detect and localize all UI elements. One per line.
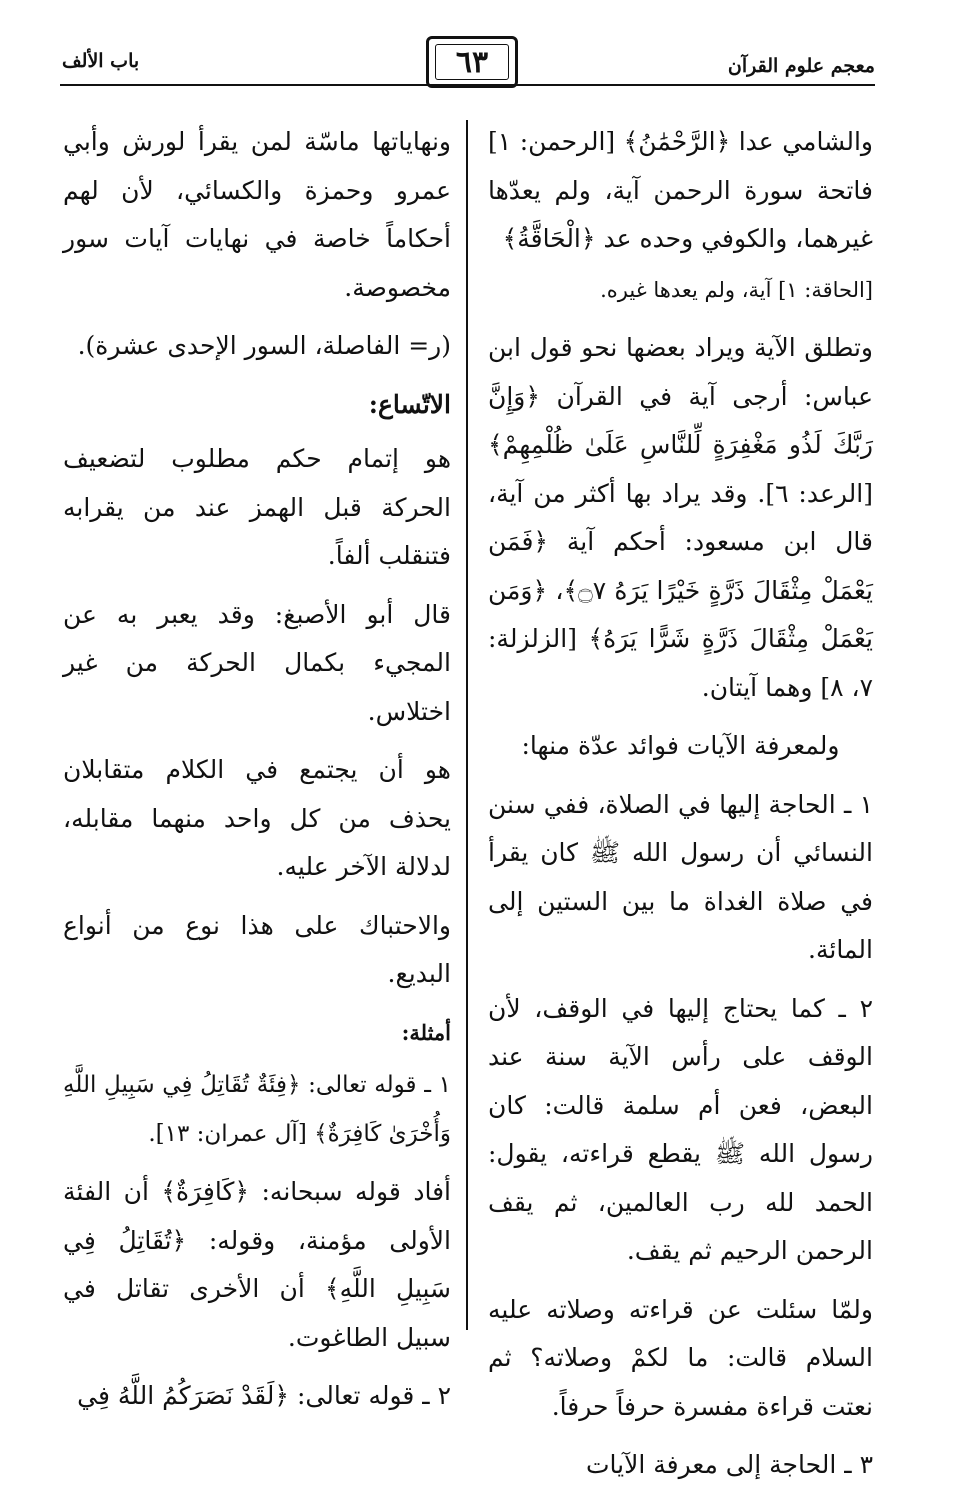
section-intro: ولمعرفة الآيات فوائد عدّة منها: xyxy=(521,731,840,760)
paragraph: والشامي عدا ﴿الرَّحْمَٰنُ﴾ [الرحمن: ١] فاتحة سورة الرحمن آية، ولم يعدّها غيرهما، والكوفي وحده عد ﴿الْحَاقَّةُ﴾ xyxy=(488,127,873,253)
numbered-point: ٣ ـ الحاجة إلى معرفة الآيات xyxy=(586,1450,873,1479)
chapter-title: باب الألف xyxy=(62,50,140,72)
example-item: ١ ـ قوله تعالى: ﴿فِئَةٌ تُقَاتِلُ فِي سَبِيلِ اللَّهِ وَأُخْرَىٰ كَافِرَةٌ﴾ [آل عمران: ١٣]. xyxy=(63,1072,451,1147)
examples-heading: أمثلة: xyxy=(401,1019,451,1045)
cross-reference: (ر= الفاصلة، السور الإحدى عشرة). xyxy=(77,331,451,360)
paragraph: ونهاياتها ماسّة لمن يقرأ لورش وأبي عمرو وحمزة والكسائي، لأن لهم أحكاماً خاصة في نهايات آيات سور مخصوصة. xyxy=(63,127,451,302)
entry-heading: الاتّساع: xyxy=(368,389,451,419)
left-column xyxy=(63,118,451,1431)
example-item: ٢ ـ قوله تعالى: ﴿لَقَدْ نَصَرَكُمُ اللَّهُ فِي xyxy=(77,1381,451,1410)
definition: هو إتمام حكم مطلوب لتضعيف الحركة قبل الهمز عند من يقرابه فتنقلب ألفاً. xyxy=(63,444,451,570)
book-title: معجم علوم القرآن xyxy=(727,55,875,77)
quote: قال أبو الأصبغ: وقد يعبر به عن المجيء بكمال الحركة من غير اختلاس. xyxy=(63,599,451,726)
header-rule xyxy=(60,84,875,86)
paragraph: والاحتباك على هذا نوع من أنواع البديع. xyxy=(63,910,451,988)
page-number-frame xyxy=(426,36,518,88)
paragraph: أفاد قوله سبحانه: ﴿كَافِرَةٌ﴾ أن الفئة الأولى مؤمنة، وقوله: ﴿تُقَاتِلُ فِي سَبِيلِ اللَّهِ﴾ أن الأخرى تقاتل في سبيل الطاغوت. xyxy=(63,1177,451,1352)
paragraph: وتطلق الآية ويراد بعضها نحو قول ابن عباس: أرجى آية في القرآن ﴿وَإِنَّ رَبَّكَ لَذُو مَغْفِرَةٍ لِّلنَّاسِ عَلَىٰ ظُلْمِهِمْ﴾ [الرعد: ٦]. وقد يراد بها أكثر من آية، قال ابن مسعود: أحكم آية ﴿فَمَن يَعْمَلْ مِثْقَالَ ذَرَّةٍ خَيْرًا يَرَهُ ۝٧﴾، ﴿وَمَن يَعْمَلْ مِثْقَالَ ذَرَّةٍ شَرًّا يَرَهُ﴾ [الزلزلة: ٧، ٨] وهما آيتان. xyxy=(488,333,873,702)
page-number: ٦٣ xyxy=(455,44,489,80)
citation-line: [الحاقة: ١] آية، ولم يعدها غيره. xyxy=(600,277,873,302)
numbered-point: ١ ـ الحاجة إليها في الصلاة، ففي سنن النسائي أن رسول الله ﷺ كان يقرأ في صلاة الغداة ما بين الستين إلى المائة. xyxy=(488,789,873,964)
definition: هو أن يجتمع في الكلام متقابلان يحذف من كل واحد منهما مقابله، لدلالة الآخر عليه. xyxy=(63,755,451,881)
paragraph: ولمّا سئلت عن قراءته وصلاته عليه السلام قالت: ما لكمْ وصلاته؟ ثم نعتت قراءة مفسرة حرفاً حرفاً. xyxy=(488,1294,873,1421)
right-column xyxy=(488,118,873,1500)
numbered-point: ٢ ـ كما يحتاج إليها في الوقف، لأن الوقف على رأس الآية سنة عند البعض، فعن أم سلمة قالت: كان رسول الله ﷺ يقطع قراءته، يقول: الحمد لله رب العالمين، ثم يقف الرحمن الرحيم ثم يقف. xyxy=(488,993,873,1265)
column-divider xyxy=(466,120,468,1330)
